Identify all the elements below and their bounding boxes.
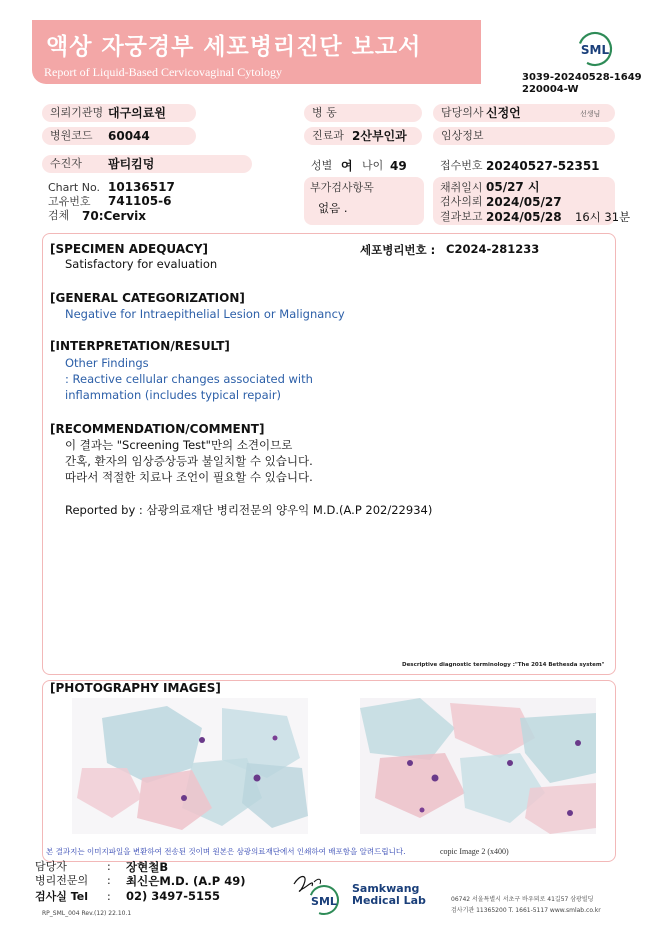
report-date-value: 2024/05/28 [486, 210, 562, 224]
category-text: Negative for Intraepithelial Lesion or Malignancy [65, 307, 345, 321]
terminology-note: Descriptive diagnostic terminology :"The 2014 Bethesda system" [402, 662, 605, 668]
phone-colon: : [107, 890, 111, 903]
image-2-caption: copic Image 2 (x400) [440, 847, 509, 856]
pathologist-colon: : [107, 874, 111, 887]
adequacy-heading: [SPECIMEN ADEQUACY] [50, 242, 209, 256]
cytology-image-1 [72, 698, 308, 834]
report-time-value: 16시 31분 [575, 210, 631, 224]
request-label: 검사의뢰 [440, 195, 483, 208]
clinical-info-label: 임상정보 [441, 129, 484, 142]
category-heading: [GENERAL CATEGORIZATION] [50, 291, 245, 305]
transmission-warning: 본 결과지는 이미지파일을 변환하여 전송된 것이며 원본은 삼광의료재단에서 인쇄하여 배포함을 알려드립니다. [46, 847, 406, 856]
signature-icon [290, 870, 348, 918]
photography-heading: [PHOTOGRAPHY IMAGES] [50, 681, 221, 695]
cytology-number-label: 세포병리번호 : [360, 243, 436, 257]
dept-value: 2산부인과 [352, 129, 407, 143]
chart-value: 10136517 [108, 180, 175, 194]
institution-label: 의뢰기관명 [50, 106, 104, 119]
phone-label: 검사실 Tel [35, 890, 88, 903]
sex-value: 여 [341, 159, 353, 173]
ward-label: 병 동 [312, 106, 337, 119]
svg-text:SML: SML [311, 895, 337, 908]
form-code: RP_SML_004 Rev.(12) 22.10.1 [42, 910, 132, 917]
id-label: 고유번호 [48, 195, 91, 208]
interpretation-line: inflammation (includes typical repair) [65, 388, 282, 402]
interpretation-line: : Reactive cellular changes associated with [65, 372, 313, 386]
request-value: 2024/05/27 [486, 195, 562, 209]
address-line-1: 06742 서울특별시 서초구 바우뫼로 41길57 삼광빌딩 [451, 896, 594, 903]
title-banner [32, 20, 481, 84]
recommendation-line: 이 결과는 "Screening Test"만의 소견이므로 [65, 438, 293, 452]
adequacy-text: Satisfactory for evaluation [65, 257, 218, 271]
recommendation-heading: [RECOMMENDATION/COMMENT] [50, 422, 265, 436]
recommendation-line: 간혹, 환자의 임상증상등과 불일치할 수 있습니다. [65, 454, 313, 468]
extra-test-label: 부가검사항목 [310, 181, 374, 194]
hospital-code-value: 60044 [108, 129, 150, 143]
svg-text:SML: SML [580, 43, 610, 57]
hospital-code-label: 병원코드 [50, 129, 93, 142]
staff-label: 담당자 [35, 860, 67, 873]
pathologist-label: 병리전문의 [35, 874, 89, 887]
extra-test-value: 없음 . [318, 201, 348, 215]
collect-label: 채취일시 [440, 181, 483, 194]
phone-value: 02) 3497-5155 [126, 889, 221, 903]
doctor-label: 담당의사 [441, 106, 484, 119]
chart-label: Chart No. [48, 181, 100, 194]
institution-value: 대구의료원 [108, 106, 166, 120]
dept-label: 진료과 [312, 129, 344, 142]
recommendation-line: 따라서 적절한 치료나 조언이 필요할 수 있습니다. [65, 470, 313, 484]
receipt-value: 20240527-52351 [486, 159, 600, 173]
address-line-2: 검사기관 11365200 T. 1661-5117 www.smlab.co.kr [451, 907, 601, 914]
report-title-korean: 액상 자궁경부 세포병리진단 보고서 [46, 34, 422, 60]
report-title-english: Report of Liquid-Based Cervicovaginal Cytology [44, 65, 282, 79]
specimen-label: 검체 [48, 209, 70, 222]
patient-label: 수진자 [50, 157, 82, 170]
staff-value: 장현철B [126, 860, 169, 874]
id-value: 741105-6 [108, 194, 172, 208]
pathologist-value: 최신은M.D. (A.P 49) [126, 874, 246, 888]
staff-colon: : [107, 860, 111, 873]
interpretation-heading: [INTERPRETATION/RESULT] [50, 339, 230, 353]
report-id: 3039-20240528-1649 220004-W [522, 72, 642, 95]
patient-value: 팜티킴덩 [108, 157, 155, 171]
age-value: 49 [390, 159, 407, 173]
doctor-suffix: 선생님 [580, 110, 601, 118]
interpretation-line: Other Findings [65, 356, 149, 370]
sml-logo-icon [576, 30, 614, 68]
ward-field [304, 104, 422, 122]
brand-name: Samkwang Medical Lab [352, 882, 426, 907]
collect-value: 05/27 시 [486, 180, 540, 194]
age-label: 나이 [362, 159, 384, 172]
reported-by: Reported by : 삼광의료재단 병리전문의 양우익 M.D.(A.P 202/22934) [65, 503, 433, 517]
cytology-image-2 [360, 698, 596, 834]
clinical-info-field [433, 127, 615, 145]
report-date-label: 결과보고 [440, 210, 483, 223]
cytology-number-value: C2024-281233 [446, 242, 540, 256]
receipt-label: 접수번호 [440, 159, 483, 172]
sex-label: 성별 [311, 159, 333, 172]
doctor-value: 신정언 [486, 106, 521, 120]
specimen-value: 70:Cervix [82, 209, 147, 223]
